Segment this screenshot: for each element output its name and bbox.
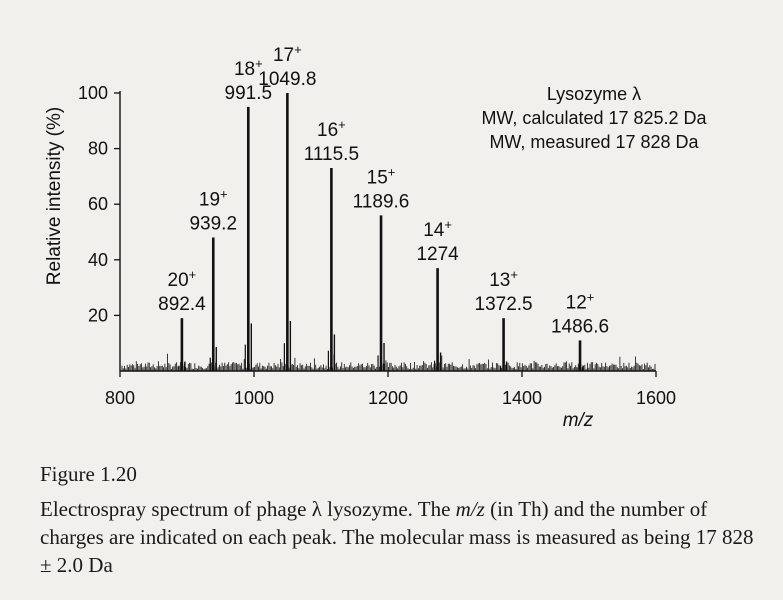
- peak-mz-label: 1274: [416, 244, 459, 266]
- figure-caption: [40, 495, 760, 579]
- y-tick-label: 80: [87, 138, 108, 159]
- annotation-protein: Lysozyme λ: [546, 84, 642, 104]
- peak-charge-label: 14+: [423, 217, 452, 242]
- peak-mz-label: 1486.6: [550, 316, 610, 338]
- annotation-mw-measured: MW, measured 17 828 Da: [489, 132, 699, 152]
- peak-charge-label: 12+: [565, 289, 595, 314]
- caption-text-1: Electrospray spectrum of phage λ lysozyme. The: [40, 497, 456, 521]
- peak-charge-label: 15+: [366, 164, 396, 189]
- peak-charge-label: 19+: [198, 186, 228, 211]
- peak-charge-label: 18+: [233, 55, 263, 80]
- baseline-noise: [122, 354, 655, 371]
- peak-mz-label: 892.4: [158, 294, 206, 316]
- figure-label: Figure 1.20: [40, 462, 137, 486]
- y-tick-label: 60: [87, 194, 108, 215]
- x-tick-label: 1600: [635, 388, 677, 408]
- peak-charge-label: 20+: [167, 267, 197, 292]
- y-tick-label: 20: [87, 305, 108, 326]
- peak-charge-label: 13+: [489, 267, 518, 292]
- noise-trace: [122, 354, 655, 371]
- peak-mz-label: 1372.5: [474, 294, 533, 316]
- peak-mz-label: 1189.6: [352, 191, 410, 213]
- y-tick-label: 100: [77, 83, 108, 103]
- caption-mz-italic: m/z: [455, 497, 485, 521]
- y-axis-label: Relative intensity (%): [44, 106, 65, 286]
- peak-charge-label: 16+: [317, 117, 346, 142]
- x-tick-label: 1200: [367, 388, 409, 408]
- peak-mz-label: 991.5: [224, 82, 273, 104]
- x-tick-label: 1000: [233, 388, 275, 408]
- x-tick-label: 800: [104, 388, 136, 408]
- peak-labels: [158, 42, 609, 337]
- annotation-mw-calculated: MW, calculated 17 825.2 Da: [481, 108, 707, 128]
- x-tick-label: 1400: [501, 388, 543, 408]
- peak-mz-label: 939.2: [189, 213, 238, 235]
- peak-mz-label: 1115.5: [303, 144, 360, 166]
- peak-charge-label: 17+: [272, 42, 302, 66]
- y-tick-label: 40: [87, 249, 108, 270]
- figure-caption-block: [40, 462, 760, 579]
- x-axis-label: m/z: [562, 410, 594, 431]
- peak-mz-label: 1049.8: [258, 69, 317, 90]
- caption-text-2: (in Th) and the number of charges are indicated on each peak. The molecular mass is measured as being 17 828 ± 2.0 Da: [40, 497, 754, 577]
